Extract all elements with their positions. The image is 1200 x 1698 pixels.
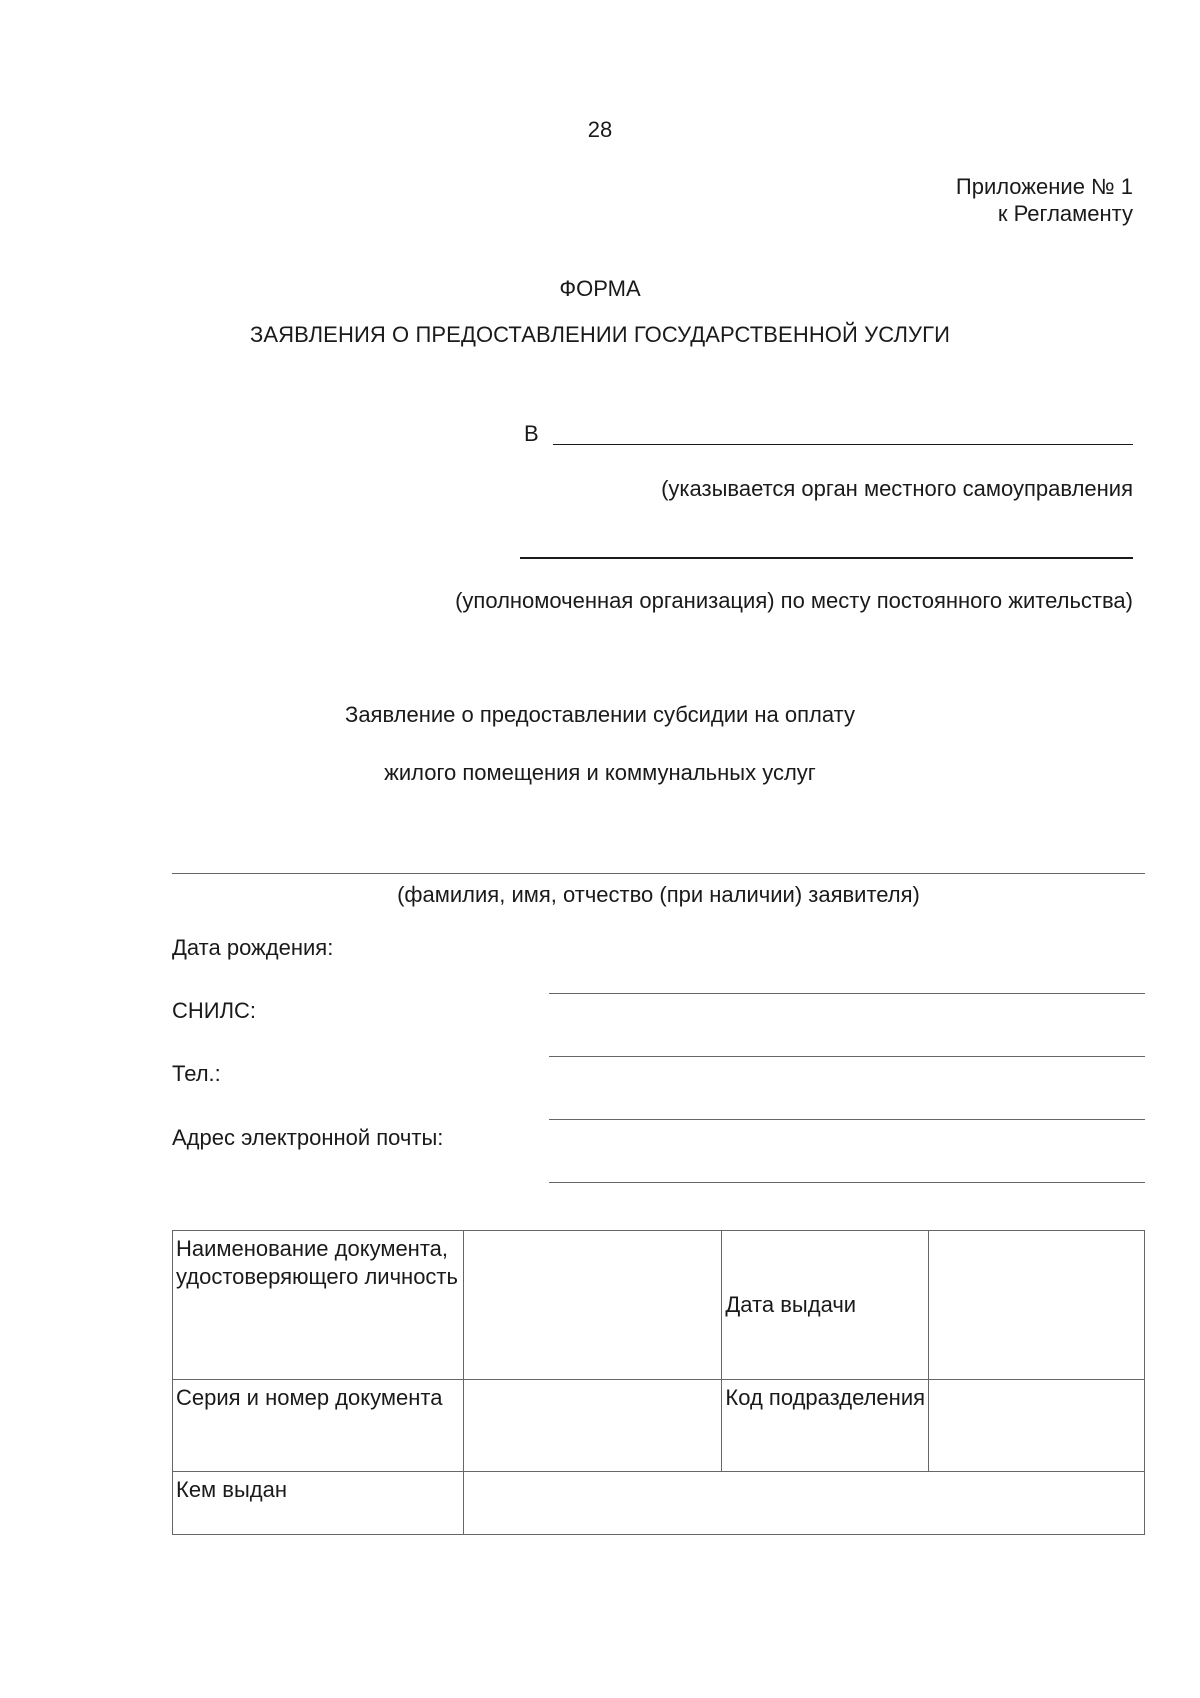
division-code-cell[interactable] <box>929 1380 1145 1472</box>
email-field-line[interactable] <box>549 1182 1145 1183</box>
table-row <box>173 1231 1145 1380</box>
page-number: 28 <box>587 117 613 142</box>
appendix-reference <box>956 173 1133 227</box>
addressee-field-line-2[interactable] <box>520 557 1133 559</box>
appendix-line-2: к Регламенту <box>997 201 1133 226</box>
form-subheading: ЗАЯВЛЕНИЯ О ПРЕДОСТАВЛЕНИИ ГОСУДАРСТВЕННОЙ УСЛУГИ <box>249 322 951 347</box>
phone-label: Тел.: <box>172 1061 221 1086</box>
identity-document-table <box>172 1230 1145 1535</box>
birth-date-field-line[interactable] <box>549 993 1145 994</box>
issue-date-cell[interactable] <box>929 1231 1145 1380</box>
application-title-line-2: жилого помещения и коммунальных услуг <box>384 760 816 785</box>
addressee-field-line[interactable] <box>553 444 1133 445</box>
email-label: Адрес электронной почты: <box>172 1125 444 1150</box>
doc-name-label: Наименование документа, удостоверяющего личность <box>173 1231 464 1380</box>
addressee-prefix: В <box>524 421 539 446</box>
phone-field-line[interactable] <box>549 1119 1145 1120</box>
series-number-label: Серия и номер документа <box>173 1380 464 1472</box>
table-row <box>173 1472 1145 1535</box>
addressee-note-2: (уполномоченная организация) по месту постоянного жительства) <box>455 588 1133 613</box>
series-number-cell[interactable] <box>463 1380 722 1472</box>
form-heading: ФОРМА <box>559 276 641 301</box>
division-code-label: Код подразделения <box>722 1380 929 1472</box>
issue-date-label: Дата выдачи <box>722 1231 929 1380</box>
issued-by-label: Кем выдан <box>173 1472 464 1535</box>
applicant-name-field-line[interactable] <box>172 873 1145 874</box>
birth-date-label: Дата рождения: <box>172 935 334 960</box>
addressee-note-1: (указывается орган местного самоуправления <box>661 476 1133 501</box>
appendix-line-1: Приложение № 1 <box>955 174 1133 199</box>
snils-field-line[interactable] <box>549 1056 1145 1057</box>
snils-label: СНИЛС: <box>172 998 257 1023</box>
table-row <box>173 1380 1145 1472</box>
applicant-name-caption: (фамилия, имя, отчество (при наличии) заявителя) <box>397 882 920 907</box>
issued-by-cell[interactable] <box>463 1472 1144 1535</box>
application-title-line-1: Заявление о предоставлении субсидии на оплату <box>345 702 855 727</box>
doc-name-cell[interactable] <box>463 1231 722 1380</box>
